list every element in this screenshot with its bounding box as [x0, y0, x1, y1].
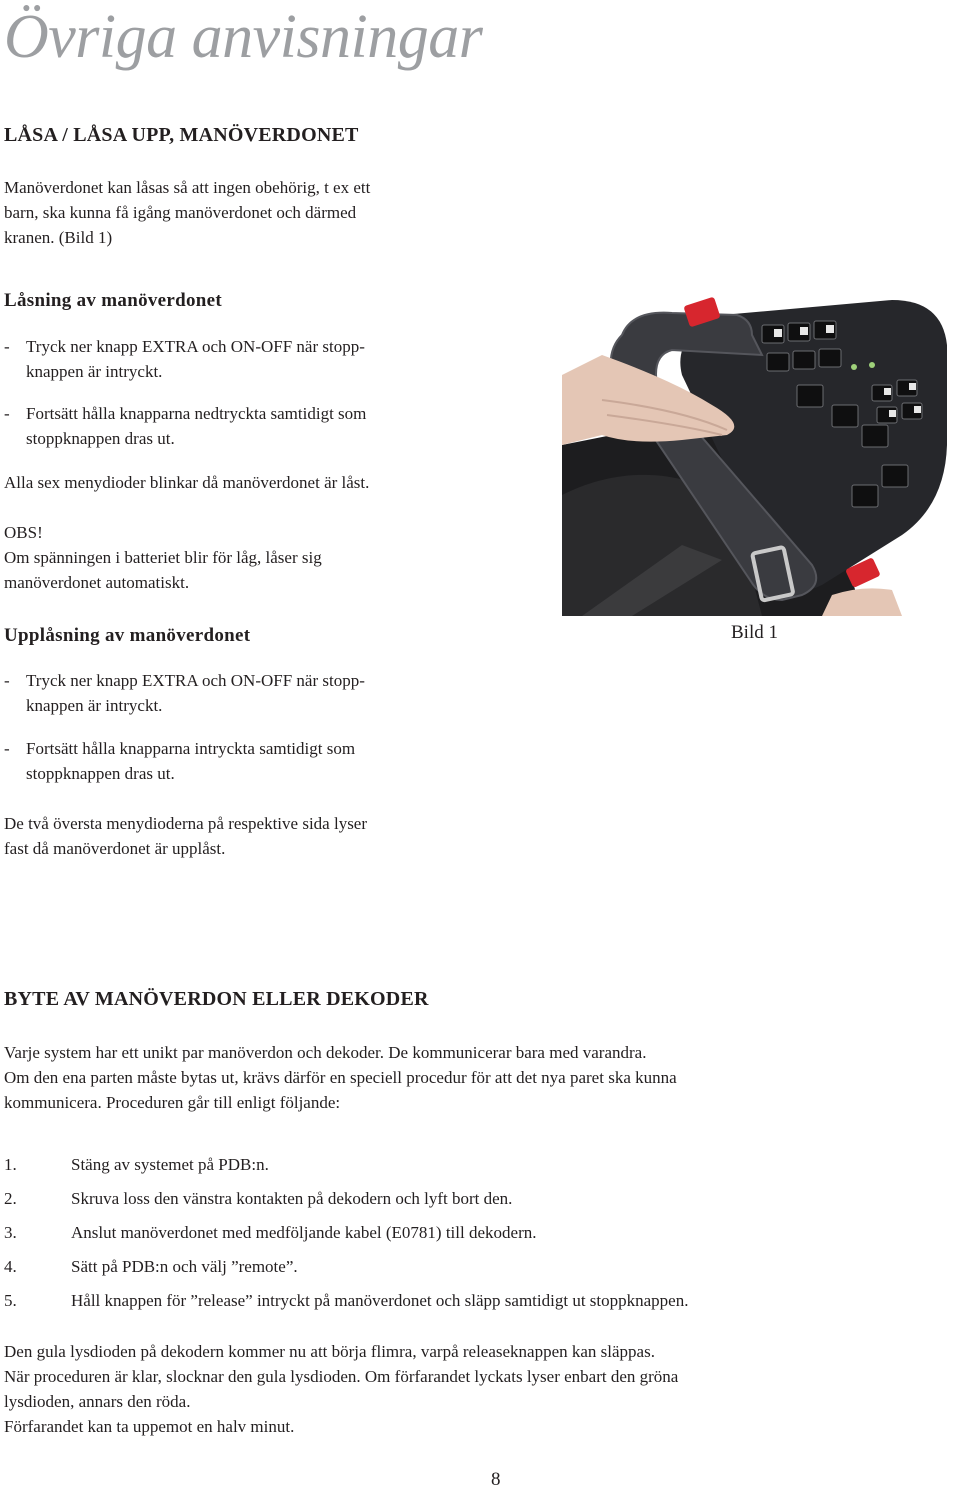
text-line: Fortsätt hålla knapparna nedtryckta samtidigt som	[26, 404, 367, 423]
page-number: 8	[491, 1469, 501, 1490]
step-text: Skruva loss den vänstra kontakten på dekodern och lyft bort den.	[71, 1189, 513, 1208]
text-line: Manöverdonet kan låsas så att ingen obehörig, t ex ett	[4, 178, 371, 197]
locking-step-2	[4, 401, 454, 451]
remote-control-photo	[562, 295, 960, 616]
swap-steps-list	[4, 1152, 904, 1312]
text-line: knappen är intryckt.	[26, 696, 163, 715]
text-line: Tryck ner knapp EXTRA och ON-OFF när stopp-	[26, 337, 365, 356]
section-heading-swap: BYTE AV MANÖVERDON ELLER DEKODER	[4, 988, 429, 1010]
step-text: Håll knappen för ”release” intryckt på manöverdonet och släpp samtidigt ut stoppknappen.	[71, 1291, 689, 1310]
text-line: De två översta menydioderna på respektive sida lyser	[4, 814, 368, 833]
text-line: fast då manöverdonet är upplåst.	[4, 839, 226, 858]
swap-closing	[4, 1339, 904, 1439]
text-line: Om den ena parten måste bytas ut, krävs därför en speciell procedur för att det nya paret ska kunna	[4, 1068, 677, 1087]
step-number: 5.	[4, 1291, 17, 1310]
text-line: stoppknappen dras ut.	[26, 429, 175, 448]
text-line: stoppknappen dras ut.	[26, 764, 175, 783]
text-line: Förfarandet kan ta uppemot en halv minut.	[4, 1417, 295, 1436]
swap-intro	[4, 1040, 904, 1115]
figure-caption: Bild 1	[731, 622, 778, 643]
text-line: kranen. (Bild 1)	[4, 228, 113, 247]
text-line: barn, ska kunna få igång manöverdonet och därmed	[4, 203, 357, 222]
step-text: Anslut manöverdonet med medföljande kabel (E0781) till dekodern.	[71, 1223, 537, 1242]
text-line: kommunicera. Proceduren går till enligt följande:	[4, 1093, 341, 1112]
led-green	[869, 362, 875, 368]
text-line: Den gula lysdioden på dekodern kommer nu att börja flimra, varpå releaseknappen kan släppas.	[4, 1342, 655, 1361]
step-number: 1.	[4, 1155, 17, 1174]
step-number: 3.	[4, 1223, 17, 1242]
step-number: 4.	[4, 1257, 17, 1276]
unlocking-step-2	[4, 736, 454, 786]
step-text: Sätt på PDB:n och välj ”remote”.	[71, 1257, 298, 1276]
text-line: Om spänningen i batteriet blir för låg, låser sig	[4, 548, 322, 567]
bullet-dash: -	[4, 337, 10, 356]
locked-note: Alla sex menydioder blinkar då manöverdonet är låst.	[4, 473, 370, 492]
bullet-dash: -	[4, 671, 10, 690]
remote-control-illustration	[562, 295, 960, 616]
text-line: Tryck ner knapp EXTRA och ON-OFF när stopp-	[26, 671, 365, 690]
unlocking-heading: Upplåsning av manöverdonet	[4, 625, 251, 646]
bullet-dash: -	[4, 404, 10, 423]
obs-text	[4, 545, 322, 595]
text-line: När proceduren är klar, slocknar den gula lysdioden. Om förfarandet lyckats lyser enbart den gröna	[4, 1367, 679, 1386]
section-heading-lock: LÅSA / LÅSA UPP, MANÖVERDONET	[4, 124, 359, 146]
led-green	[851, 364, 857, 370]
text-line: Fortsätt hålla knapparna intryckta samtidigt som	[26, 739, 356, 758]
text-line: manöverdonet automatiskt.	[4, 573, 190, 592]
bullet-dash: -	[4, 739, 10, 758]
text-line: Varje system har ett unikt par manöverdon och dekoder. De kommunicerar bara med varandra.	[4, 1043, 647, 1062]
page-title: Övriga anvisningar	[4, 3, 483, 71]
locking-step-1	[4, 334, 454, 384]
step-text: Stäng av systemet på PDB:n.	[71, 1155, 269, 1174]
step-number: 2.	[4, 1189, 17, 1208]
obs-label: OBS!	[4, 523, 43, 542]
unlocked-note	[4, 811, 367, 861]
text-line: knappen är intryckt.	[26, 362, 163, 381]
text-line: lysdioden, annars den röda.	[4, 1392, 191, 1411]
lock-intro	[4, 175, 370, 250]
locking-heading: Låsning av manöverdonet	[4, 290, 223, 311]
unlocking-step-1	[4, 668, 454, 718]
